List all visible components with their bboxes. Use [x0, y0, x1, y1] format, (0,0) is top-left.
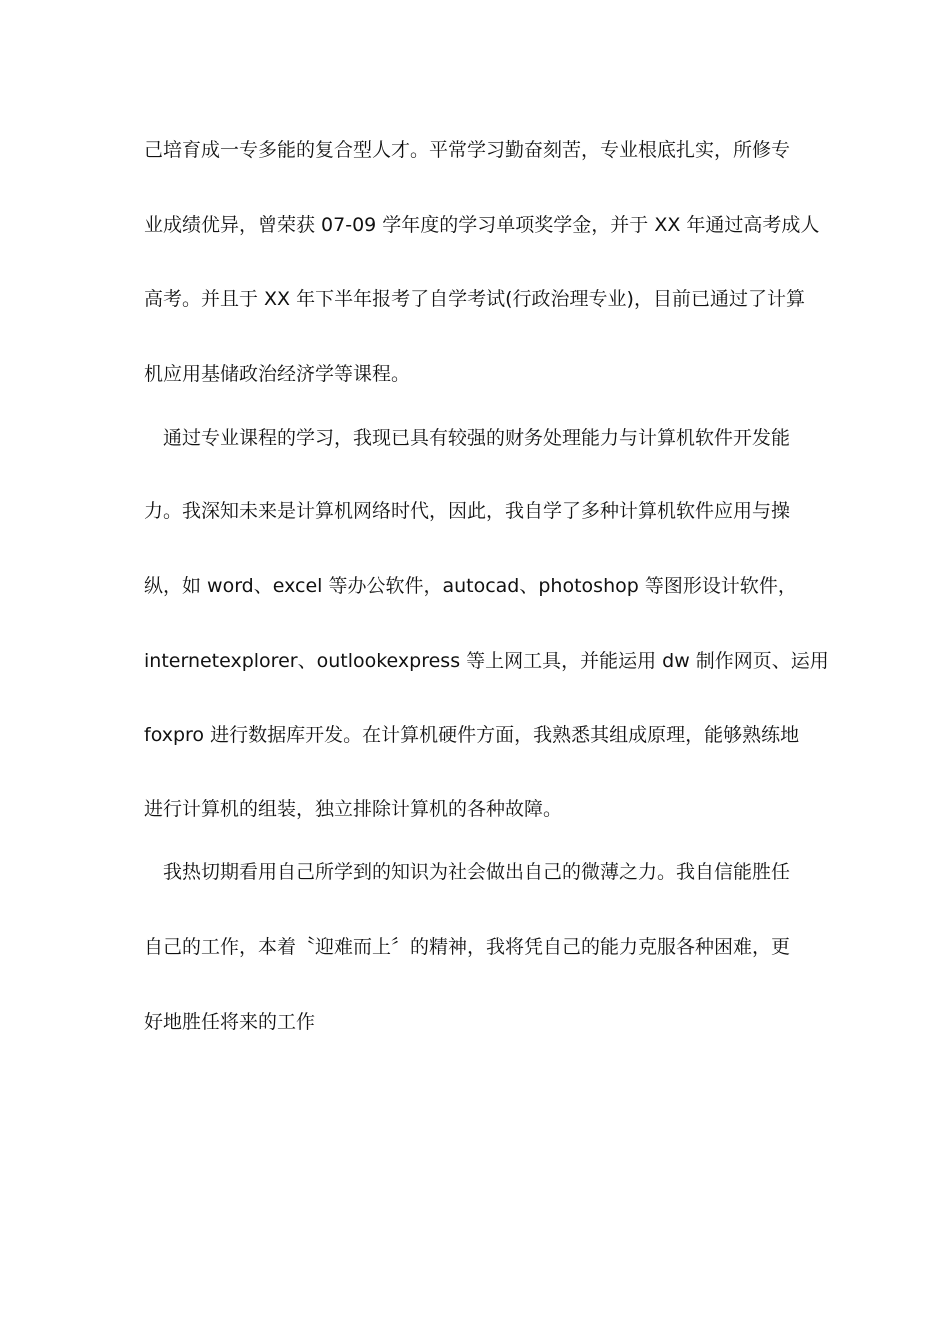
- text-line: 自己的工作，本着〝迎难而上〞的精神，我将凭自己的能力克服各种困难，更: [144, 936, 791, 958]
- text-line: foxpro 进行数据库开发。在计算机硬件方面，我熟悉其组成原理，能够熟练地: [144, 724, 800, 746]
- text-line: 好地胜任将来的工作: [144, 1011, 316, 1033]
- text-line: 高考。并且于 XX 年下半年报考了自学考试(行政治理专业)，目前已通过了计算: [144, 288, 805, 310]
- text-line: 我热切期看用自己所学到的知识为社会做出自己的微薄之力。我自信能胜任: [163, 861, 791, 883]
- text-line: 纵，如 word、excel 等办公软件，autocad、photoshop 等图形设计软件，: [144, 575, 797, 597]
- text-line: 业成绩优异，曾荣获 07-09 学年度的学习单项奖学金，并于 XX 年通过高考成人: [144, 214, 820, 236]
- text-line: 通过专业课程的学习，我现已具有较强的财务处理能力与计算机软件开发能: [163, 427, 791, 449]
- text-line: 进行计算机的组装，独立排除计算机的各种故障。: [144, 798, 563, 820]
- text-line: internetexplorer、outlookexpress 等上网工具，并能运用 dw 制作网页、运用: [144, 650, 829, 672]
- text-line: 己培育成一专多能的复合型人才。平常学习勤奋刻苦，专业根底扎实，所修专: [144, 139, 791, 161]
- text-line: 机应用基储政治经济学等课程。: [144, 363, 411, 385]
- text-line: 力。我深知未来是计算机网络时代，因此，我自学了多种计算机软件应用与操: [144, 500, 791, 522]
